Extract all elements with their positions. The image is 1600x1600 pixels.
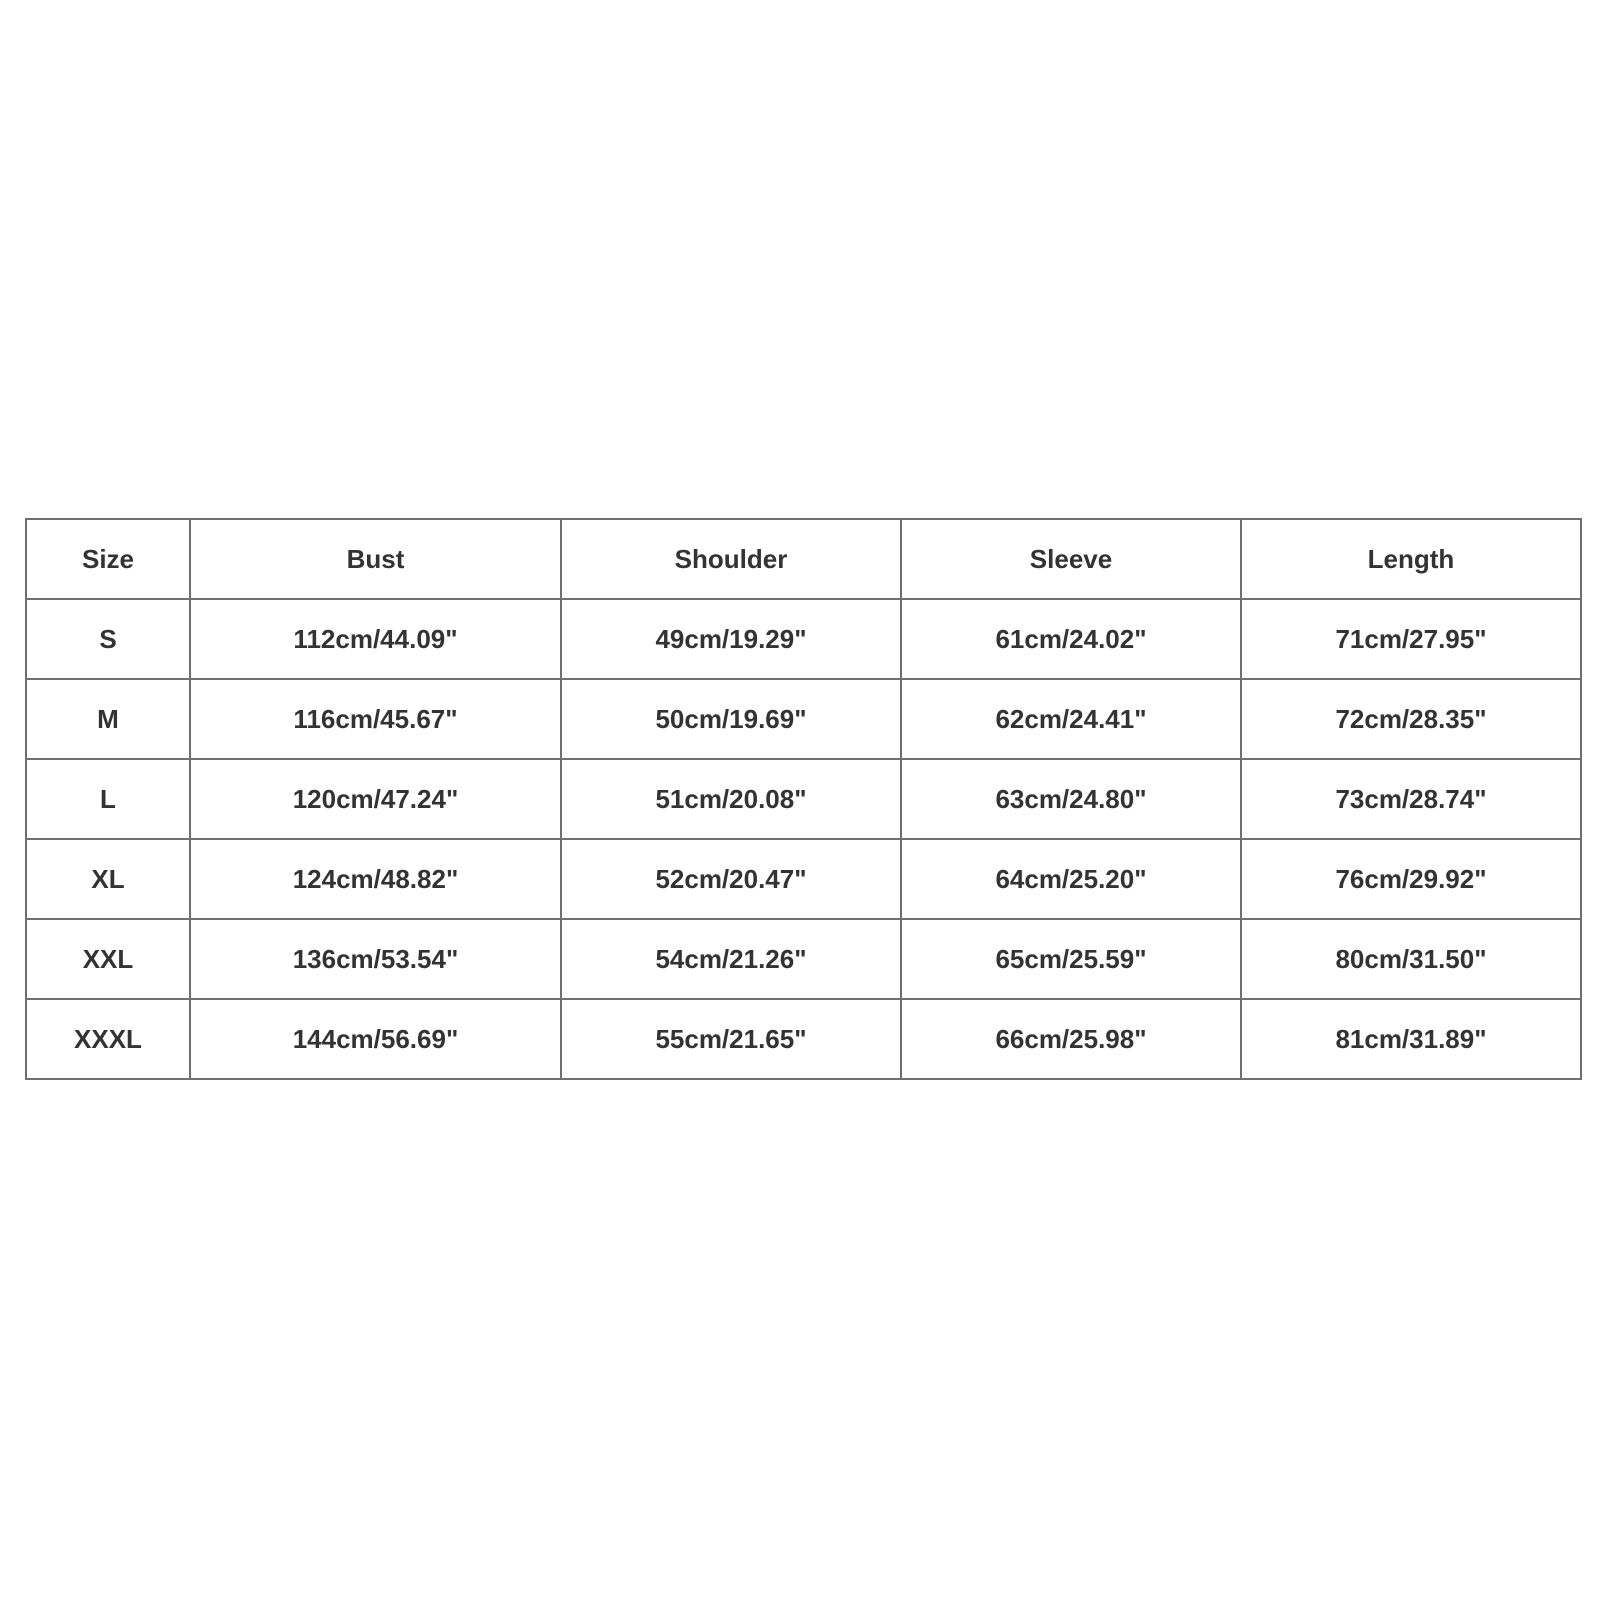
length-cell: 81cm/31.89" <box>1241 999 1581 1079</box>
sleeve-cell: 64cm/25.20" <box>901 839 1241 919</box>
table-row <box>26 759 1581 839</box>
column-header-length: Length <box>1241 519 1581 599</box>
shoulder-cell: 49cm/19.29" <box>561 599 901 679</box>
length-cell: 80cm/31.50" <box>1241 919 1581 999</box>
sleeve-cell: 66cm/25.98" <box>901 999 1241 1079</box>
length-cell: 76cm/29.92" <box>1241 839 1581 919</box>
bust-cell: 124cm/48.82" <box>190 839 561 919</box>
column-header-sleeve: Sleeve <box>901 519 1241 599</box>
shoulder-cell: 51cm/20.08" <box>561 759 901 839</box>
column-header-shoulder: Shoulder <box>561 519 901 599</box>
table-row <box>26 679 1581 759</box>
bust-cell: 136cm/53.54" <box>190 919 561 999</box>
shoulder-cell: 54cm/21.26" <box>561 919 901 999</box>
sleeve-cell: 63cm/24.80" <box>901 759 1241 839</box>
table-row <box>26 839 1581 919</box>
size-cell: S <box>26 599 190 679</box>
bust-cell: 116cm/45.67" <box>190 679 561 759</box>
column-header-bust: Bust <box>190 519 561 599</box>
shoulder-cell: 50cm/19.69" <box>561 679 901 759</box>
sleeve-cell: 61cm/24.02" <box>901 599 1241 679</box>
length-cell: 71cm/27.95" <box>1241 599 1581 679</box>
table-row <box>26 599 1581 679</box>
table-row <box>26 999 1581 1079</box>
sleeve-cell: 62cm/24.41" <box>901 679 1241 759</box>
bust-cell: 112cm/44.09" <box>190 599 561 679</box>
length-cell: 72cm/28.35" <box>1241 679 1581 759</box>
size-cell: M <box>26 679 190 759</box>
header-row <box>26 519 1581 599</box>
length-cell: 73cm/28.74" <box>1241 759 1581 839</box>
table-row <box>26 919 1581 999</box>
size-cell: XXXL <box>26 999 190 1079</box>
bust-cell: 144cm/56.69" <box>190 999 561 1079</box>
shoulder-cell: 52cm/20.47" <box>561 839 901 919</box>
shoulder-cell: 55cm/21.65" <box>561 999 901 1079</box>
column-header-size: Size <box>26 519 190 599</box>
size-cell: XL <box>26 839 190 919</box>
size-cell: XXL <box>26 919 190 999</box>
size-chart-table <box>25 518 1582 1080</box>
sleeve-cell: 65cm/25.59" <box>901 919 1241 999</box>
bust-cell: 120cm/47.24" <box>190 759 561 839</box>
size-cell: L <box>26 759 190 839</box>
